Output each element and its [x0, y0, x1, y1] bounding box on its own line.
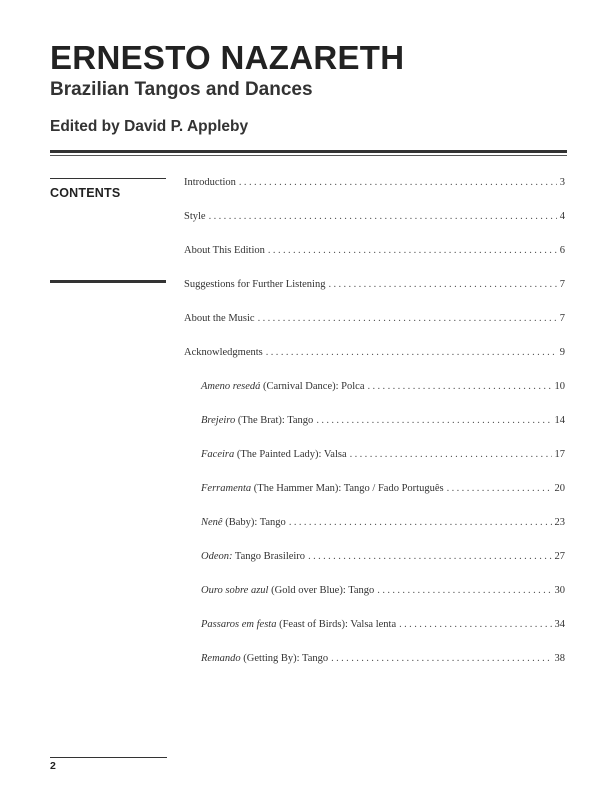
- book-subtitle: Brazilian Tangos and Dances: [50, 79, 313, 100]
- toc-entry-title: [201, 411, 313, 431]
- piece-title-italic: Ouro sobre azul: [201, 585, 269, 596]
- toc-leader-dots: [308, 547, 551, 567]
- contents-top-rule: [50, 178, 166, 179]
- toc-entry-suggestions[interactable]: [184, 275, 565, 295]
- toc-leader-dots: [377, 581, 551, 601]
- toc-entry-acknowledgments[interactable]: [184, 343, 565, 363]
- toc-leader-dots: [447, 479, 552, 499]
- toc-entry-title: Style: [184, 211, 206, 222]
- toc-entry-title: Introduction: [184, 177, 236, 188]
- toc-entry-title: Acknowledgments: [184, 347, 263, 358]
- toc-page-number: 7: [559, 313, 565, 324]
- piece-description: (Feast of Birds): Valsa lenta: [276, 619, 397, 630]
- toc-page-number: 23: [554, 517, 565, 528]
- toc-page-number: 20: [554, 483, 565, 494]
- piece-title-italic: Brejeiro: [201, 415, 236, 426]
- piece-title-italic: Ferramenta: [201, 483, 252, 494]
- toc-leader-dots: [350, 445, 552, 465]
- piece-title-italic: Odeon:: [201, 551, 233, 562]
- contents-heading: CONTENTS: [50, 186, 121, 200]
- toc-leader-dots: [239, 173, 557, 193]
- toc-entry-title: [201, 581, 374, 601]
- toc-page-number: 27: [554, 551, 565, 562]
- toc-leader-dots: [367, 377, 551, 397]
- toc-leader-dots: [209, 207, 557, 227]
- piece-title-italic: Passaros em festa: [201, 619, 277, 630]
- footer-rule: [50, 757, 167, 758]
- page-number: 2: [50, 760, 56, 772]
- toc-entry-title: [201, 479, 444, 499]
- piece-title-italic: Ameno resedá: [201, 381, 261, 392]
- toc-entry-about-this-edition[interactable]: [184, 241, 565, 261]
- toc-entry-title: [201, 377, 364, 397]
- toc-page-number: 9: [559, 347, 565, 358]
- toc-entry-title: About This Edition: [184, 245, 265, 256]
- toc-leader-dots: [289, 513, 552, 533]
- toc-entry-title: [201, 649, 328, 669]
- toc-entry-piece[interactable]: [201, 479, 565, 499]
- toc-page-number: 10: [554, 381, 565, 392]
- toc-page-number: 34: [554, 619, 565, 630]
- piece-description: Tango Brasileiro: [232, 551, 306, 562]
- toc-entry-title: Suggestions for Further Listening: [184, 279, 326, 290]
- toc-entry-title: About the Music: [184, 313, 255, 324]
- toc-entry-title: [201, 445, 347, 465]
- toc-entry-piece[interactable]: [201, 513, 565, 533]
- piece-description: (Getting By): Tango: [240, 653, 329, 664]
- toc-entry-title: [201, 615, 396, 635]
- piece-description: (Baby): Tango: [222, 517, 286, 528]
- toc-page-number: 17: [554, 449, 565, 460]
- toc-entry-style[interactable]: [184, 207, 565, 227]
- contents-bottom-rule: [50, 280, 166, 283]
- editor-credit: Edited by David P. Appleby: [50, 118, 249, 135]
- toc-leader-dots: [266, 343, 557, 363]
- toc-page-number: 38: [554, 653, 565, 664]
- toc-entry-title: [201, 513, 286, 533]
- toc-entry-introduction[interactable]: [184, 173, 565, 193]
- piece-description: (The Brat): Tango: [235, 415, 314, 426]
- book-title: ERNESTO NAZARETH: [50, 39, 405, 76]
- piece-description: (The Hammer Man): Tango / Fado Português: [251, 483, 444, 494]
- toc-page-number: 3: [559, 177, 565, 188]
- toc-leader-dots: [268, 241, 557, 261]
- toc-leader-dots: [399, 615, 551, 635]
- toc-leader-dots: [316, 411, 551, 431]
- toc-page-number: 6: [559, 245, 565, 256]
- toc-leader-dots: [331, 649, 551, 669]
- header-rule-thin: [50, 155, 567, 156]
- toc-entry-about-the-music[interactable]: [184, 309, 565, 329]
- toc-entry-piece[interactable]: [201, 615, 565, 635]
- toc-page-number: 14: [554, 415, 565, 426]
- toc-page-number: 30: [554, 585, 565, 596]
- piece-description: (The Painted Lady): Valsa: [234, 449, 347, 460]
- header-rule-thick: [50, 150, 567, 153]
- toc-entry-piece[interactable]: [201, 649, 565, 669]
- piece-description: (Carnival Dance): Polca: [260, 381, 365, 392]
- toc-leader-dots: [258, 309, 557, 329]
- toc-page-number: 7: [559, 279, 565, 290]
- toc-entry-piece[interactable]: [201, 377, 565, 397]
- piece-title-italic: Nenê: [201, 517, 223, 528]
- piece-description: (Gold over Blue): Tango: [268, 585, 375, 596]
- toc-entry-piece[interactable]: [201, 411, 565, 431]
- piece-title-italic: Remando: [201, 653, 241, 664]
- toc-entry-piece[interactable]: [201, 581, 565, 601]
- toc-page-number: 4: [559, 211, 565, 222]
- toc-leader-dots: [328, 275, 556, 295]
- toc-entry-piece[interactable]: [201, 445, 565, 465]
- toc-entry-piece[interactable]: [201, 547, 565, 567]
- toc-entry-title: [201, 547, 305, 567]
- piece-title-italic: Faceira: [201, 449, 235, 460]
